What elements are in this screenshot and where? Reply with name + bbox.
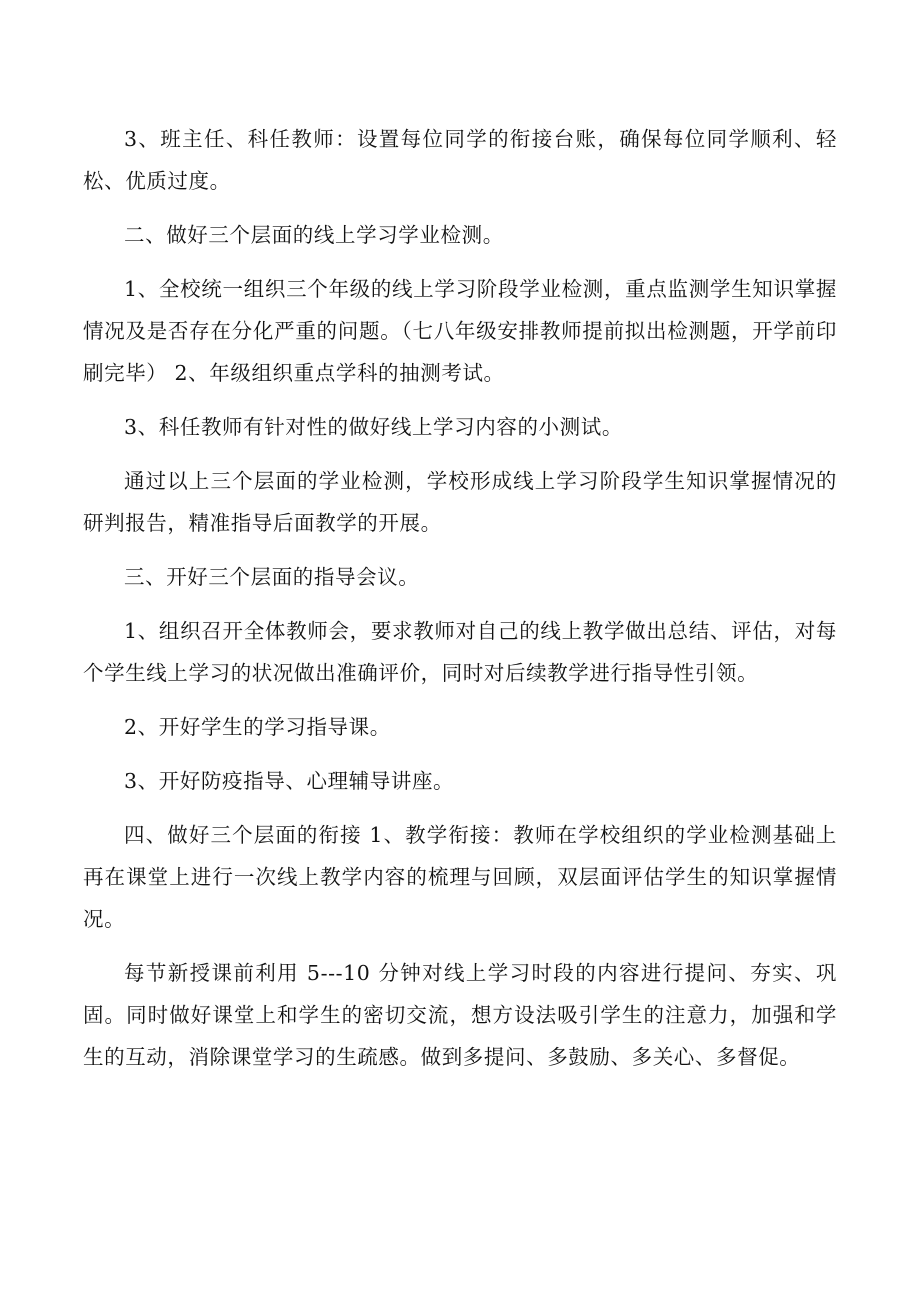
- heading-online-learning-assessment: 二、做好三个层面的线上学习学业检测。: [124, 223, 504, 247]
- document-body: [83, 118, 837, 1090]
- paragraph-assessment-report: 通过以上三个层面的学业检测，学校形成线上学习阶段学生知识掌握情况的研判报告，精准指导后面教学的开展。: [83, 469, 837, 535]
- paragraph-new-lesson-review: 每节新授课前利用 5---10 分钟对线上学习时段的内容进行提问、夯实、巩固。同时做好课堂上和学生的密切交流，想方设法吸引学生的注意力，加强和学生的互动，消除课堂学习的生疏感。做到多提问、多鼓励、多关心、多督促。: [83, 961, 837, 1069]
- paragraph-subject-quiz: 3、科任教师有针对性的做好线上学习内容的小测试。: [124, 415, 623, 439]
- paragraph-epidemic-psychology-lecture: 3、开好防疫指导、心理辅导讲座。: [124, 769, 455, 793]
- paragraph-all-teacher-meeting: 1、组织召开全体教师会，要求教师对自己的线上教学做出总结、评估，对每个学生线上学习的状况做出准确评价，同时对后续教学进行指导性引领。: [83, 619, 837, 685]
- heading-three-level-transition: 四、做好三个层面的衔接 1、教学衔接：教师在学校组织的学业检测基础上再在课堂上进行一次线上教学内容的梳理与回顾，双层面评估学生的知识掌握情况。: [83, 823, 837, 931]
- paragraph-class-teacher-ledger: 3、班主任、科任教师：设置每位同学的衔接台账，确保每位同学顺利、轻松、优质过度。: [83, 127, 837, 193]
- paragraph-study-guidance-class: 2、开好学生的学习指导课。: [124, 715, 391, 739]
- heading-guidance-meetings: 三、开好三个层面的指导会议。: [124, 565, 420, 589]
- paragraph-school-wide-assessment: 1、全校统一组织三个年级的线上学习阶段学业检测，重点监测学生知识掌握情况及是否存在分化严重的问题。（七八年级安排教师提前拟出检测题，开学前印刷完毕） 2、年级组织重点学科的抽测考试。: [83, 277, 837, 385]
